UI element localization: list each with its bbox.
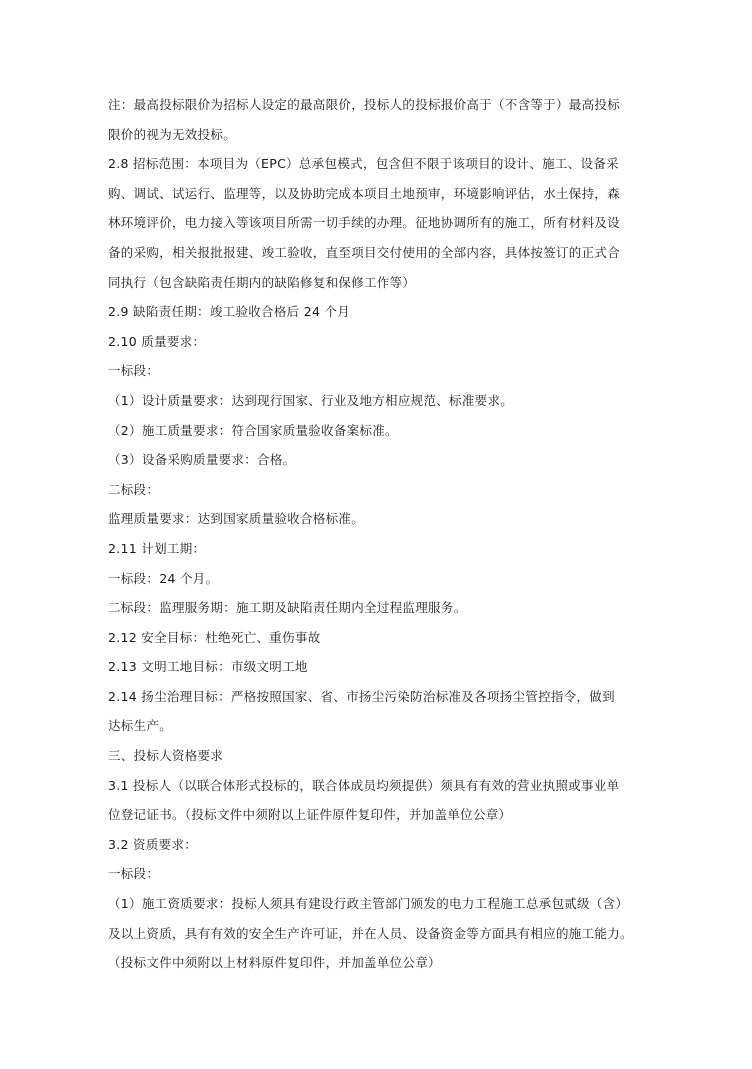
text-line: 2.11 计划工期： (108, 540, 206, 556)
text-line: 2.9 缺陷责任期：竣工验收合格后 24 个月 (108, 304, 351, 320)
text-line: 2.10 质量要求： (108, 333, 206, 349)
text-line: 达标生产。 (108, 718, 173, 734)
text-line: 一标段： (108, 363, 160, 379)
text-line: 监理质量要求：达到国家质量验收合格标准。 (108, 511, 365, 527)
text-line: 二标段：监理服务期：施工期及缺陷责任期内全过程监理服务。 (108, 600, 467, 616)
text-line: 2.8 招标范围：本项目为（EPC）总承包模式，包含但不限于该项目的设计、施工、设备采 (108, 156, 619, 172)
text-line: 二标段： (108, 481, 160, 497)
text-line: （1）设计质量要求：达到现行国家、行业及地方相应规范、标准要求。 (108, 392, 514, 408)
text-line: 注：最高投标限价为招标人设定的最高限价，投标人的投标报价高于（不含等于）最高投标 (108, 97, 621, 112)
text-line: 备的采购，相关报批报建、竣工验收，直至项目交付使用的全部内容，具体按签订的正式合 (108, 244, 621, 260)
text-line: 限价的视为无效投标。 (108, 126, 237, 142)
text-line: （1）施工资质要求：投标人须具有建设行政主管部门颁发的电力工程施工总承包贰级（含） (108, 896, 629, 912)
section-heading: 三、投标人资格要求 (108, 748, 224, 764)
text-line: 3.2 资质要求： (108, 836, 198, 852)
text-line: 2.14 扬尘治理目标：严格按照国家、省、市扬尘污染防治标准及各项扬尘管控指令，做到 (108, 688, 615, 704)
text-line: 及以上资质，具有有效的安全生产许可证，并在人员、设备资金等方面具有相应的施工能力。 (108, 925, 633, 941)
text-line: 林环境评价，电力接入等该项目所需一切手续的办理。征地协调所有的施工，所有材料及设 (108, 215, 621, 231)
text-line: 一标段：24 个月。 (108, 570, 219, 586)
text-line: 购、调试、试运行、监理等，以及协助完成本项目土地预审，环境影响评估，水土保持，森 (108, 185, 621, 201)
text-line: 2.12 安全目标：杜绝死亡、重伤事故 (108, 629, 321, 645)
text-line: 一标段： (108, 866, 160, 882)
text-line: （投标文件中须附以上材料原件复印件，并加盖单位公章） (108, 955, 441, 971)
text-line: （3）设备采购质量要求：合格。 (108, 452, 296, 468)
text-line: 3.1 投标人（以联合体形式投标的，联合体成员均须提供）须具有有效的营业执照或事业单 (108, 777, 620, 793)
text-line: （2）施工质量要求：符合国家质量验收备案标准。 (108, 422, 398, 438)
text-line: 同执行（包含缺陷责任期内的缺陷修复和保修工作等） (108, 274, 416, 290)
text-line: 2.13 文明工地目标：市级文明工地 (108, 659, 308, 675)
text-line: 位登记证书。（投标文件中须附以上证件原件复印件，并加盖单位公章） (108, 807, 512, 823)
